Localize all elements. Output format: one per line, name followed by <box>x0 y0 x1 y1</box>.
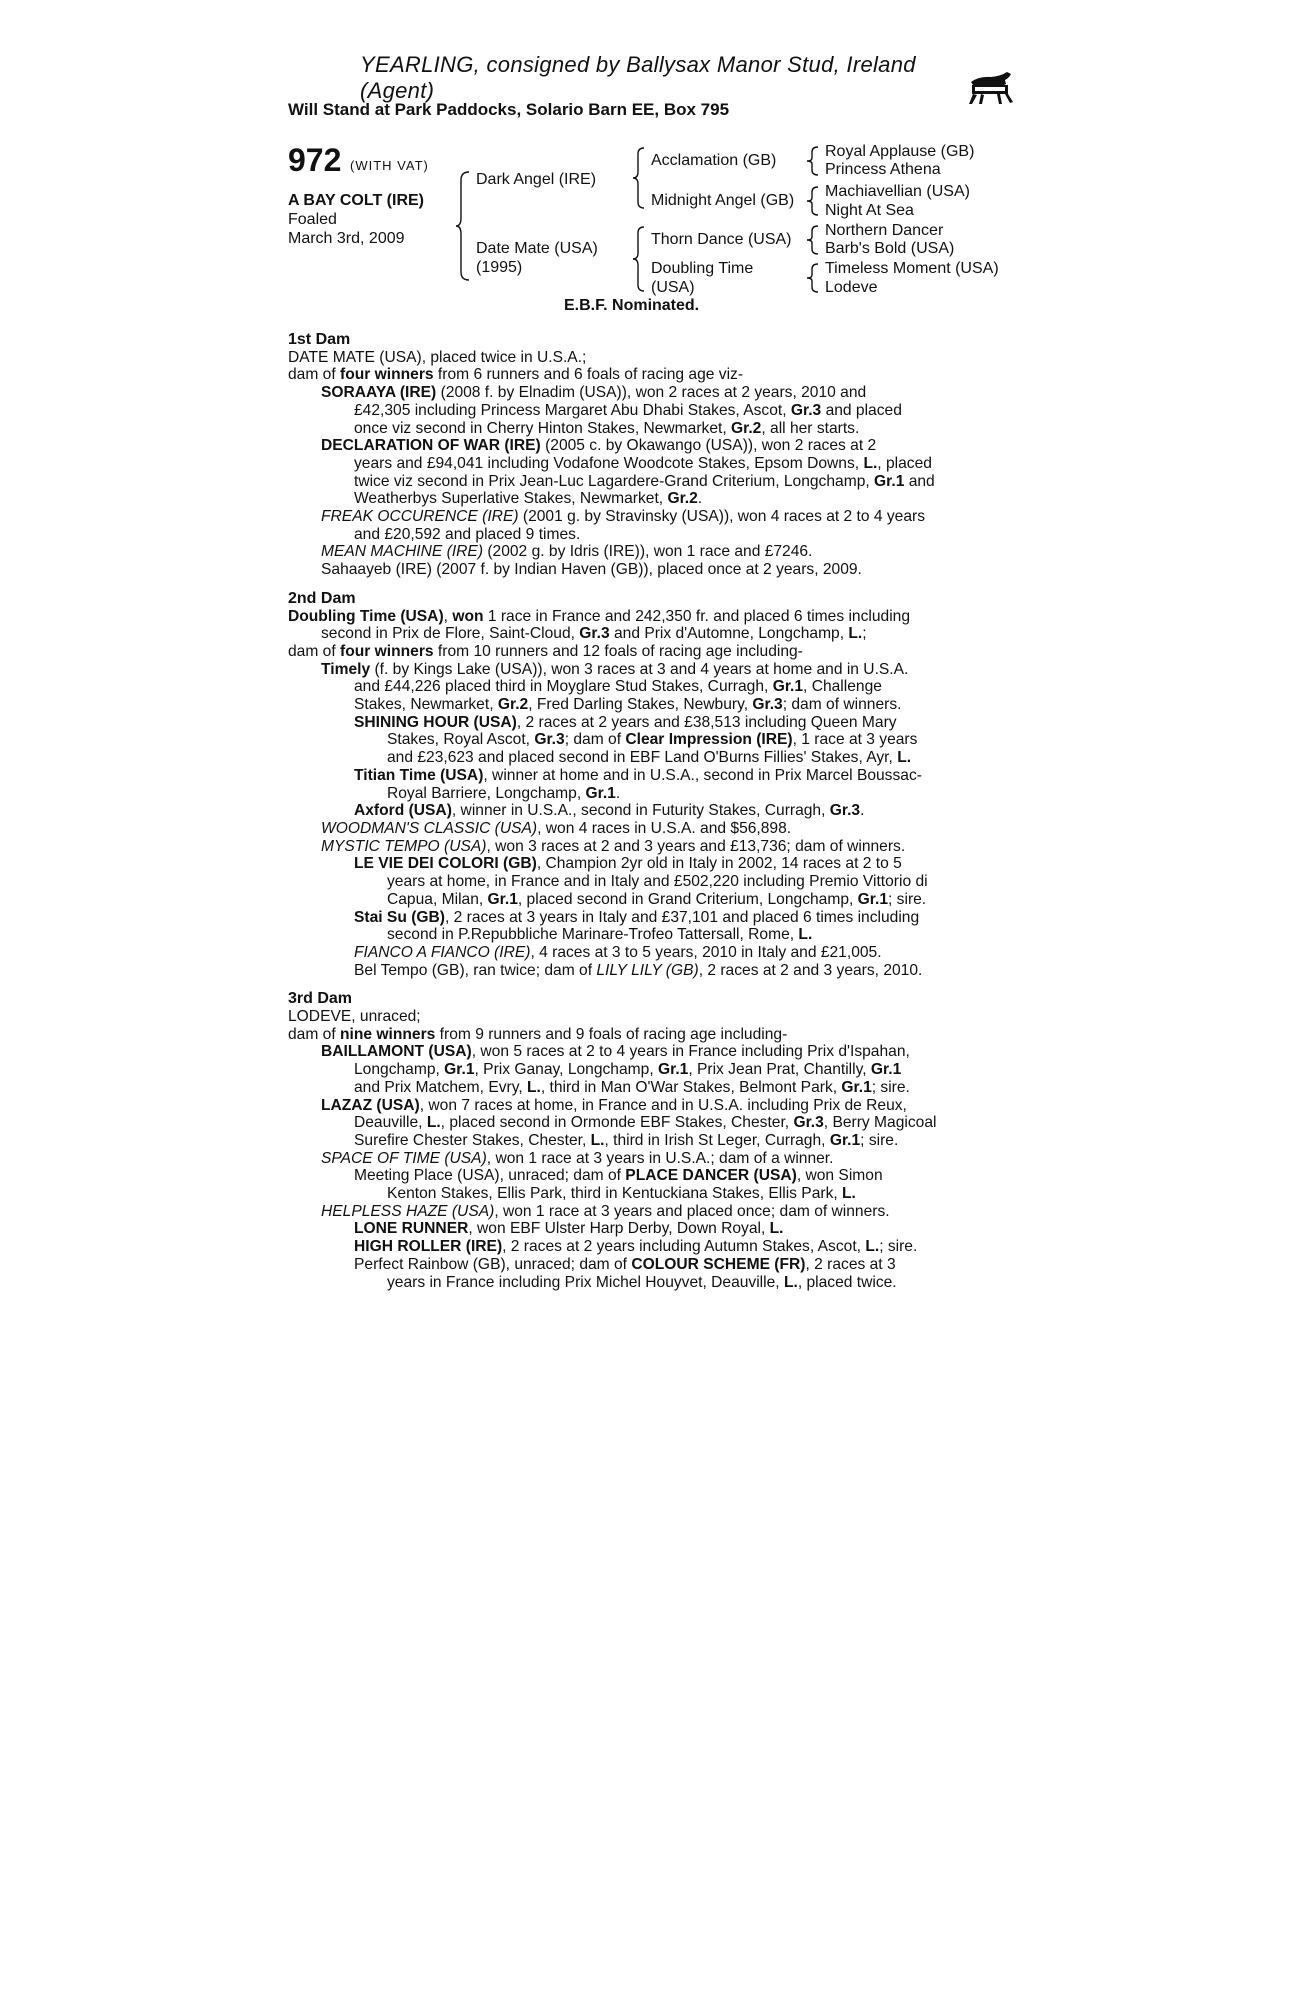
pedigree-brace-g2 <box>806 185 820 217</box>
dam-line: BAILLAMONT (USA), won 5 races at 2 to 4 years in France including Prix d'Ispahan, <box>321 1043 910 1061</box>
lot-number: 972 <box>288 142 342 178</box>
dam-line: Kenton Stakes, Ellis Park, third in Kentuckiana Stakes, Ellis Park, L. <box>387 1185 856 1203</box>
dam-line: Titian Time (USA), winner at home and in U.S.A., second in Prix Marcel Boussac- <box>354 766 922 784</box>
foaled-label: Foaled <box>288 211 337 228</box>
first-dam-heading: 1st Dam <box>288 331 351 348</box>
dam-year: (1995) <box>476 259 523 276</box>
dam-line: LONE RUNNER, won EBF Ulster Harp Derby, Down Royal, L. <box>354 1220 784 1238</box>
pedigree-brace-g3 <box>806 224 820 256</box>
dam-line: dam of four winners from 10 runners and 12 foals of racing age including- <box>288 642 803 660</box>
third-dam-heading: 3rd Dam <box>288 990 353 1008</box>
dam-line: Longchamp, Gr.1, Prix Ganay, Longchamp, Gr.1, Prix Jean Prat, Chantilly, Gr.1 <box>354 1061 902 1079</box>
grandsire-8: Lodeve <box>825 279 878 296</box>
dam-line: HELPLESS HAZE (USA), won 1 race at 3 years and placed once; dam of winners. <box>321 1202 890 1220</box>
dam-line: Timely (f. by Kings Lake (USA)), won 3 races at 3 and 4 years at home and in U.S.A. <box>321 660 909 678</box>
pedigree-brace-main <box>455 170 471 282</box>
dam-line: Sahaayeb (IRE) (2007 f. by Indian Haven (GB)), placed once at 2 years, 2009. <box>321 561 862 579</box>
lot-name: A BAY COLT (IRE) <box>288 192 425 209</box>
dam-line: WOODMAN'S CLASSIC (USA), won 4 races in U.S.A. and $56,898. <box>321 819 792 837</box>
dam-line: years at home, in France and in Italy and £502,220 including Premio Vittorio di <box>387 873 928 891</box>
dam-line: dam of four winners from 6 runners and 6 foals of racing age viz- <box>288 366 744 384</box>
grandsire-1: Royal Applause (GB) <box>825 143 975 160</box>
dam-line: Deauville, L., placed second in Ormonde EBF Stakes, Chester, Gr.3, Berry Magicoal <box>354 1114 937 1132</box>
dam-line: twice viz second in Prix Jean-Luc Lagardere-Grand Criterium, Longchamp, Gr.1 and <box>354 472 935 490</box>
grandsire-4: Night At Sea <box>825 202 914 219</box>
dam-line: and £23,623 and placed second in EBF Land O'Burns Fillies' Stakes, Ayr, L. <box>387 749 912 767</box>
dam-dam-name: Doubling Time <box>651 260 754 277</box>
dam-line: second in P.Repubbliche Marinare-Trofeo Tattersall, Rome, L. <box>387 926 813 944</box>
sire-sire-name: Acclamation (GB) <box>651 152 777 169</box>
grandsire-7: Timeless Moment (USA) <box>825 260 999 277</box>
dam-line: FIANCO A FIANCO (IRE), 4 races at 3 to 5 years, 2010 in Italy and £21,005. <box>354 943 882 961</box>
racehorse-silhouette-logo <box>965 68 1015 106</box>
dam-line: and £20,592 and placed 9 times. <box>354 525 581 543</box>
pedigree-brace-g1 <box>806 145 820 177</box>
dam-line: MEAN MACHINE (IRE) (2002 g. by Idris (IRE)), won 1 race and £7246. <box>321 543 813 561</box>
foaled-date: March 3rd, 2009 <box>288 230 405 247</box>
dam-line: LE VIE DEI COLORI (GB), Champion 2yr old in Italy in 2002, 14 races at 2 to 5 <box>354 855 902 873</box>
dam-line: HIGH ROLLER (IRE), 2 races at 2 years including Autumn Stakes, Ascot, L.; sire. <box>354 1238 918 1256</box>
dam-line: SORAAYA (IRE) (2008 f. by Elnadim (USA)), won 2 races at 2 years, 2010 and <box>321 384 867 402</box>
page-title: YEARLING, consigned by Ballysax Manor Stud, Ireland (Agent) <box>360 52 916 103</box>
dam-line: Royal Barriere, Longchamp, Gr.1. <box>387 784 621 802</box>
dam-line: dam of nine winners from 9 runners and 9 foals of racing age including- <box>288 1025 788 1043</box>
dam-line: Meeting Place (USA), unraced; dam of PLACE DANCER (USA), won Simon <box>354 1167 883 1185</box>
dam-line: DATE MATE (USA), placed twice in U.S.A.; <box>288 348 587 366</box>
dam-line: Perfect Rainbow (GB), unraced; dam of COLOUR SCHEME (FR), 2 races at 3 <box>354 1255 896 1273</box>
dam-line: Surefire Chester Stakes, Chester, L., third in Irish St Leger, Curragh, Gr.1; sire. <box>354 1131 899 1149</box>
sire-name: Dark Angel (IRE) <box>476 171 597 188</box>
dam-line: Stakes, Newmarket, Gr.2, Fred Darling Stakes, Newbury, Gr.3; dam of winners. <box>354 696 902 714</box>
dam-line: years and £94,041 including Vodafone Woodcote Stakes, Epsom Downs, L., placed <box>354 454 932 472</box>
dam-line: LODEVE, unraced; <box>288 1008 421 1026</box>
dam-line: Weatherbys Superlative Stakes, Newmarket, Gr.2. <box>354 490 703 508</box>
dam-line: Capua, Milan, Gr.1, placed second in Grand Criterium, Longchamp, Gr.1; sire. <box>387 890 927 908</box>
dam-line: and Prix Matchem, Evry, L., third in Man O'War Stakes, Belmont Park, Gr.1; sire. <box>354 1078 910 1096</box>
dam-line: Doubling Time (USA), won 1 race in France and 242,350 fr. and placed 6 times including <box>288 607 910 625</box>
dam-line: £42,305 including Princess Margaret Abu Dhabi Stakes, Ascot, Gr.3 and placed <box>354 401 902 419</box>
grandsire-6: Barb's Bold (USA) <box>825 240 955 257</box>
dam-line: once viz second in Cherry Hinton Stakes, Newmarket, Gr.2, all her starts. <box>354 419 860 437</box>
dam-line: Axford (USA), winner in U.S.A., second in Futurity Stakes, Curragh, Gr.3. <box>354 802 865 820</box>
dam-line: LAZAZ (USA), won 7 races at home, in France and in U.S.A. including Prix de Reux, <box>321 1096 907 1114</box>
dam-line: years in France including Prix Michel Houyvet, Deauville, L., placed twice. <box>387 1273 897 1291</box>
pedigree-brace-dam <box>632 225 646 293</box>
dam-line: Stakes, Royal Ascot, Gr.3; dam of Clear Impression (IRE), 1 race at 3 years <box>387 731 918 749</box>
dam-name: Date Mate (USA) <box>476 240 598 257</box>
pedigree-brace-g4 <box>806 262 820 294</box>
dam-line: FREAK OCCURENCE (IRE) (2001 g. by Stravinsky (USA)), won 4 races at 2 to 4 years <box>321 508 926 526</box>
dam-line: and £44,226 placed third in Moyglare Stud Stakes, Curragh, Gr.1, Challenge <box>354 678 882 696</box>
dam-dam-origin: (USA) <box>651 279 695 296</box>
sire-dam-name: Midnight Angel (GB) <box>651 192 795 209</box>
dam-line: SPACE OF TIME (USA), won 1 race at 3 years in U.S.A.; dam of a winner. <box>321 1149 834 1167</box>
grandsire-3: Machiavellian (USA) <box>825 183 970 200</box>
dam-history <box>288 331 1006 1291</box>
grandsire-2: Princess Athena <box>825 161 941 178</box>
dam-line: second in Prix de Flore, Saint-Cloud, Gr.3 and Prix d'Automne, Longchamp, L.; <box>321 625 867 643</box>
pedigree-brace-sire <box>632 146 646 210</box>
dam-line: SHINING HOUR (USA), 2 races at 2 years and £38,513 including Queen Mary <box>354 713 897 731</box>
dam-line: MYSTIC TEMPO (USA), won 3 races at 2 and 3 years and £13,736; dam of winners. <box>321 837 906 855</box>
ebf-note: E.B.F. Nominated. <box>564 297 700 314</box>
dam-line: DECLARATION OF WAR (IRE) (2005 c. by Okawango (USA)), won 2 races at 2 <box>321 437 877 455</box>
dam-sire-name: Thorn Dance (USA) <box>651 231 792 248</box>
vat-note: (WITH VAT) <box>350 158 429 173</box>
stand-location: Will Stand at Park Paddocks, Solario Barn EE, Box 795 <box>288 100 730 119</box>
dam-line: Bel Tempo (GB), ran twice; dam of LILY LILY (GB), 2 races at 2 and 3 years, 2010. <box>354 961 923 979</box>
dam-line: Stai Su (GB), 2 races at 3 years in Italy and £37,101 and placed 6 times including <box>354 908 920 926</box>
second-dam-heading: 2nd Dam <box>288 589 356 607</box>
grandsire-5: Northern Dancer <box>825 222 944 239</box>
